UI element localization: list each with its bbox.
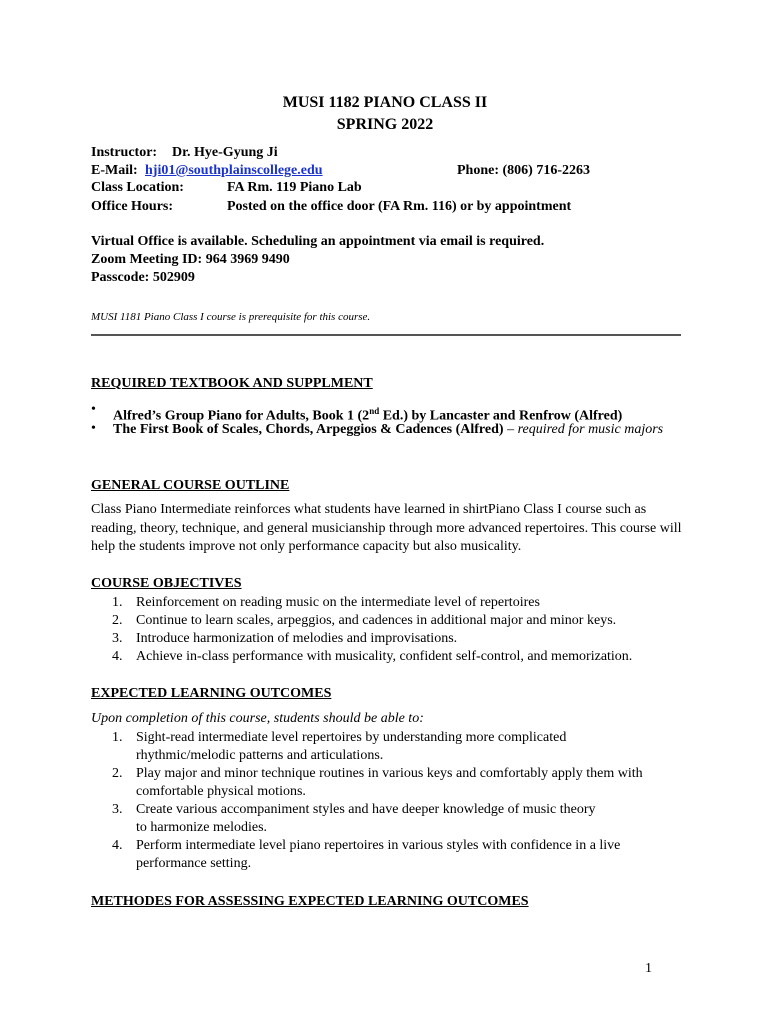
item-text: Perform intermediate level piano repertoires in various styles with confidence in a live performance setting.: [136, 838, 621, 871]
outline-text: Class Piano Intermediate reinforces what students have learned in shirtPiano Class I course such as reading, theory, technique, and general musicianship through more advanced repertoires. This course will help the students improve not only performance capacity but also musicality.: [91, 502, 682, 554]
section-divider: [91, 334, 681, 336]
item-number: 3.: [112, 802, 123, 817]
email-label: E-Mail:: [91, 163, 138, 178]
bullet-icon: •: [91, 402, 96, 417]
superscript-nd: nd: [369, 406, 380, 416]
zoom-passcode: Passcode: 502909: [91, 270, 195, 285]
item-number: 2.: [112, 613, 123, 628]
course-title: MUSI 1182 PIANO CLASS II: [282, 94, 488, 111]
item-text: Sight-read intermediate level repertoires by understanding more complicated rhythmic/melodic patterns and articulations.: [136, 730, 567, 763]
item-text: Play major and minor technique routines in various keys and comfortably apply them with comfortable physical motions.: [136, 766, 643, 799]
item-text: Reinforcement on reading music on the intermediate level of repertoires: [136, 595, 540, 610]
location-label: Class Location:: [91, 180, 184, 195]
objectives-heading: COURSE OBJECTIVES: [91, 576, 242, 591]
item-text: Continue to learn scales, arpeggios, and cadences in additional major and minor keys.: [136, 613, 617, 628]
methods-heading: METHODES FOR ASSESSING EXPECTED LEARNING OUTCOMES: [91, 894, 529, 909]
instructor-label: Instructor:: [91, 145, 158, 160]
outcomes-heading: EXPECTED LEARNING OUTCOMES: [91, 686, 332, 701]
location-value: FA Rm. 119 Piano Lab: [227, 180, 362, 195]
item-text: Introduce harmonization of melodies and improvisations.: [136, 631, 458, 646]
item-text: Create various accompaniment styles and have deeper knowledge of music theory to harmonize melodies.: [136, 802, 596, 835]
textbook-item-1-text-end: Ed.) by Lancaster and Renfrow (Alfred): [379, 408, 623, 424]
textbook-item-2-note: – required for music majors: [503, 422, 664, 437]
item-number: 4.: [112, 838, 123, 853]
item-text: Achieve in-class performance with musicality, confident self-control, and memorization.: [136, 649, 633, 664]
item-number: 3.: [112, 631, 123, 646]
email-link[interactable]: hji01@southplainscollege.edu: [145, 163, 323, 178]
item-number: 4.: [112, 649, 123, 664]
office-hours-value: Posted on the office door (FA Rm. 116) or by appointment: [227, 199, 572, 214]
office-hours-label: Office Hours:: [91, 199, 174, 214]
outcomes-intro: Upon completion of this course, students should be able to:: [91, 711, 424, 726]
term-title: SPRING 2022: [336, 116, 434, 133]
prerequisite-note: MUSI 1181 Piano Class I course is prerequisite for this course.: [91, 311, 371, 323]
virtual-office-text: Virtual Office is available. Scheduling an appointment via email is required.: [91, 234, 545, 249]
instructor-name: Dr. Hye-Gyung Ji: [172, 145, 278, 160]
item-number: 2.: [112, 766, 123, 781]
page-number: 1: [645, 961, 652, 976]
outline-heading: GENERAL COURSE OUTLINE: [91, 478, 290, 493]
item-number: 1.: [112, 595, 123, 610]
item-number: 1.: [112, 730, 123, 745]
bullet-icon: •: [91, 421, 96, 436]
textbook-heading: REQUIRED TEXTBOOK AND SUPPLMENT: [91, 376, 373, 391]
zoom-meeting-id: Zoom Meeting ID: 964 3969 9490: [91, 252, 290, 267]
textbook-item-2-title: The First Book of Scales, Chords, Arpeggios & Cadences (Alfred): [113, 422, 504, 437]
textbook-item-1-text: Alfred’s Group Piano for Adults, Book 1 (2: [113, 408, 370, 424]
phone-text: Phone: (806) 716-2263: [457, 163, 590, 178]
